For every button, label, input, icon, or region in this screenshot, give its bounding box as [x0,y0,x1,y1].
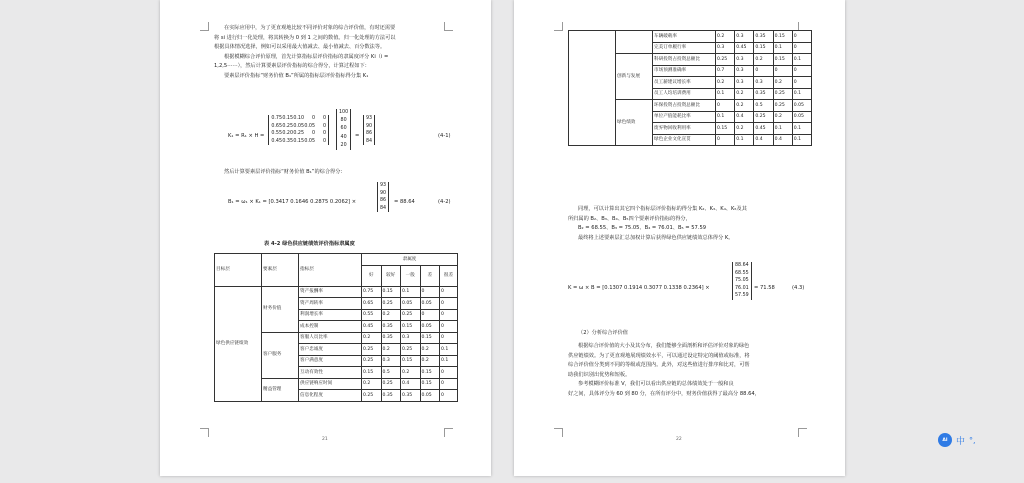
vector-cell: 68.55 [735,270,749,276]
intro-paragraph [214,24,395,82]
value-cell: 0.2 [735,123,754,135]
value-cell: 0.25 [754,111,773,123]
ai-assistant-button[interactable]: AI [938,433,952,447]
value-cell: 0.1 [792,123,811,135]
more-options-icon[interactable]: °, [969,435,976,445]
text-line: 好之间，具体评分为 60 到 80 分，在所有评分中，财务价值获得了最高分 88.64， [568,390,760,397]
value-cell: 0 [440,286,458,298]
vector-cell: 88.64 [735,263,749,268]
index-cell: 成本控制 [299,321,362,333]
eq3-rhs: = 71.58 [754,285,775,291]
floating-toolbar [938,433,976,447]
value-cell: 0.15 [362,367,382,379]
element-cell: 财务价值 [262,286,299,332]
index-cell: 绿色企业文化宣贯 [653,134,716,146]
value-cell: 0.3 [381,355,401,367]
index-cell: 资产报酬率 [299,286,362,298]
document-page-22 [514,0,845,476]
vector-cell: 60 [340,126,347,132]
eq2-rhs: = 88.64 [394,199,415,205]
crop-mark [798,428,807,437]
text-line: 所归属的 B₂、B₃、B₄、B₅四个要素评价指标的得分， [568,215,691,222]
value-cell: 0.2 [716,77,735,89]
value-cell: 0 [792,65,811,77]
element-cell: 创新与发展 [616,54,653,100]
matrix-cell: 0.15 [282,116,293,121]
value-cell: 0.7 [716,65,735,77]
target-cell [569,31,616,146]
index-cell: 员工薪建议增长率 [653,77,716,89]
value-cell: 0 [754,65,773,77]
value-cell: 0 [420,286,440,298]
matrix-cell: 0 [322,123,326,129]
table-row [569,31,812,43]
matrix-cell: 0.05 [293,123,304,129]
index-cell: 环保投资占投资总额比 [653,100,716,112]
value-cell: 0.25 [716,54,735,66]
value-cell: 0.05 [401,298,421,310]
value-cell: 0.2 [773,77,792,89]
value-cell: 0.3 [735,31,754,43]
value-cell: 0.1 [773,42,792,54]
text-line: 参考模糊评价标准 V，我们可以看出供应链的总体绩效处于一般和良 [578,381,734,388]
value-cell: 0.2 [362,332,382,344]
grade-header: 一般 [401,265,421,286]
value-cell: 0 [792,77,811,89]
value-cell: 0.3 [735,65,754,77]
input-language-toggle[interactable]: 中 [956,436,966,447]
grade-header: 好 [362,265,382,286]
eq3-vector [732,262,752,300]
vector-cell: 100 [339,110,349,115]
value-cell: 0.15 [401,321,421,333]
eq1-h-vector [336,109,351,150]
paragraph [568,342,760,400]
eq2-lhs: B₁ = ω₁ × K₁ = [0.3417 0.1646 0.2875 0.2062] × [228,199,357,205]
value-cell: 0.15 [773,31,792,43]
value-cell: 0.25 [362,390,382,402]
value-cell: 0.35 [754,88,773,100]
value-cell: 0 [440,298,458,310]
value-cell: 0.1 [716,111,735,123]
value-cell: 0.4 [401,378,421,390]
target-cell: 绿色供应链绩效 [215,286,262,401]
eq1-equals: = [355,133,360,139]
value-cell: 0.25 [362,344,382,356]
paragraph [568,205,747,243]
index-cell: 科研投资占投资总额比 [653,54,716,66]
grade-header: 很差 [440,265,458,286]
index-cell: 互动有效性 [299,367,362,379]
value-cell: 0.1 [773,123,792,135]
matrix-cell: 0 [322,116,326,121]
matrix-cell: 0.75 [271,116,282,121]
value-cell: 0.45 [362,321,382,333]
value-cell: 0.25 [381,378,401,390]
value-cell: 0.05 [420,390,440,402]
vector-cell: 86 [366,131,373,137]
value-cell: 0.35 [381,390,401,402]
eq3-lhs: K = ω × B = [0.1307 0.1914 0.3077 0.1338 0.2364] × [568,285,710,291]
index-cell: 资产周转率 [299,298,362,310]
vector-cell: 93 [380,183,387,188]
page-number: 22 [676,437,682,442]
vector-cell: 84 [380,205,387,211]
vector-cell: 90 [366,123,373,129]
index-cell: 信息化程度 [299,390,362,402]
text-line: B₂ = 68.55、B₃ = 75.05、B₄ = 76.01、B₅ = 57.59 [578,225,707,232]
vector-cell: 90 [380,190,387,196]
text-line: 供应链绩效。为了更直观地展现绩效水平，可以通过设定特定的阈值或标准，将 [568,352,750,359]
matrix-cell: 0 [311,131,315,137]
value-cell: 0.05 [792,100,811,112]
vector-cell: 75.05 [735,278,749,284]
value-cell: 0.25 [401,309,421,321]
value-cell: 0 [440,321,458,333]
element-cell: 精益管理 [262,378,299,401]
text-line: 综合评价值分类到不同的等级或范围内。此外，对这些值进行排序和比对，可帮 [568,362,750,369]
value-cell: 0.15 [420,332,440,344]
value-cell: 0.2 [381,309,401,321]
value-cell: 0.35 [754,31,773,43]
value-cell: 0.35 [401,390,421,402]
text-line: 助我们识别出优势和短板。 [568,371,631,378]
membership-table [214,253,458,402]
matrix-cell: 0.35 [282,138,293,144]
value-cell: 0.15 [420,378,440,390]
matrix-cell: 0.45 [271,138,282,144]
matrix-cell: 0.05 [304,138,315,144]
matrix-row [271,138,326,146]
value-cell: 0.25 [773,100,792,112]
value-cell: 0.2 [362,378,382,390]
text-line: 根据具体情况选择，例如可以采用最大值减去、最小值减去、百分数法等。 [214,44,386,51]
header-cell: 指标层 [299,254,362,287]
membership-table-continued [568,30,812,146]
index-cell: 单位产值能耗比率 [653,111,716,123]
value-cell: 0.4 [735,111,754,123]
vector-cell: 80 [340,118,347,124]
text-line: 将 si 进行归一化处理，将其转换为 0 到 1 之间的数值。归一化处理的方法可以 [214,34,396,41]
index-cell: 供应链响应时间 [299,378,362,390]
value-cell: 0.15 [381,286,401,298]
value-cell: 0.05 [792,111,811,123]
value-cell: 0.25 [401,344,421,356]
eq1-result-vector [363,115,375,145]
value-cell: 0 [440,378,458,390]
value-cell: 0.2 [401,367,421,379]
eq2-label: (4-2) [438,199,451,205]
value-cell: 0.05 [420,298,440,310]
grade-header: 较好 [381,265,401,286]
value-cell: 0.3 [754,77,773,89]
matrix-cell: 0.15 [293,138,304,144]
value-cell: 0.15 [716,123,735,135]
value-cell: 0 [792,31,811,43]
value-cell: 0.25 [381,298,401,310]
value-cell: 0.35 [381,321,401,333]
value-cell: 0.2 [735,100,754,112]
table-title: 表 4-2 绿色供应链绩效评价指标隶属度 [264,241,355,247]
value-cell: 0 [420,309,440,321]
value-cell: 0.2 [735,88,754,100]
matrix-row [271,130,326,138]
value-cell: 0.2 [716,31,735,43]
text-line: 同理，可以计算出其它四个指标层评价指标的得分集 K₂、K₃、K₄、K₅及其 [578,206,747,212]
value-cell: 0.65 [362,298,382,310]
value-cell: 0.2 [420,344,440,356]
value-cell: 0.3 [401,332,421,344]
value-cell: 0.1 [401,286,421,298]
document-page-21 [160,0,491,476]
matrix-cell: 0.65 [271,123,282,129]
table-header-row [215,254,458,266]
element-cell [616,31,653,54]
crop-mark [200,22,209,31]
page-number: 21 [322,437,328,442]
value-cell: 0.3 [716,42,735,54]
crop-mark [444,428,453,437]
crop-mark [554,22,563,31]
value-cell: 0.75 [362,286,382,298]
matrix-cell: 0 [311,116,315,121]
value-cell: 0.1 [440,355,458,367]
index-cell: 利润增长率 [299,309,362,321]
matrix-cell: 0.10 [293,116,304,121]
eq1-label: (4-1) [438,133,451,139]
text-line: 最终将上述要素层汇总加权计算后获得绿色供应链绩效总体得分 K。 [578,234,734,241]
value-cell: 0 [440,309,458,321]
vector-cell: 20 [340,142,347,148]
matrix-cell: 0.05 [304,123,315,129]
matrix-cell: 0.25 [282,123,293,129]
value-cell: 0.3 [735,77,754,89]
index-cell: 车辆破载率 [653,31,716,43]
matrix-cell: 0 [322,131,326,137]
index-cell: 客户忠诚度 [299,344,362,356]
value-cell: 0.1 [735,134,754,146]
text-line: 根据模糊综合评价原理，首先计算指标层评价指标的隶属度评分 Ki（i = [224,53,389,60]
index-cell: 客户满意度 [299,355,362,367]
header-cell: 隶属度 [362,254,458,266]
eq1-lhs: K₁ = R₁ × H = [228,133,265,139]
value-cell: 0.15 [754,42,773,54]
matrix-cell: 0.20 [282,131,293,137]
vector-cell: 93 [366,116,373,121]
value-cell: 0.5 [754,100,773,112]
crop-mark [444,22,453,31]
matrix-row [271,123,326,131]
index-cell: 完美订单履行率 [653,42,716,54]
value-cell: 0.1 [792,54,811,66]
value-cell: 0.1 [716,88,735,100]
value-cell: 0.2 [420,355,440,367]
value-cell: 0 [440,332,458,344]
index-cell: 客服人员比率 [299,332,362,344]
vector-cell: 57.59 [735,293,749,299]
value-cell: 0.3 [735,54,754,66]
value-cell: 0 [440,390,458,402]
value-cell: 0.1 [792,88,811,100]
value-cell: 0.45 [754,123,773,135]
index-cell: 员工人均培训费用 [653,88,716,100]
value-cell: 0.55 [362,309,382,321]
crop-mark [554,428,563,437]
eq3-label: (4.3) [792,285,805,291]
element-cell: 客户服务 [262,332,299,378]
value-cell: 0.05 [420,321,440,333]
vector-cell: 76.01 [735,285,749,291]
matrix-cell: 0.25 [293,131,304,137]
value-cell: 0.15 [420,367,440,379]
value-cell: 0.25 [362,355,382,367]
value-cell: 0.5 [381,367,401,379]
value-cell: 0 [716,134,735,146]
vector-cell: 86 [380,198,387,204]
matrix-cell: 0 [322,138,326,144]
value-cell: 0 [773,65,792,77]
value-cell: 0.4 [773,134,792,146]
vector-cell: 84 [366,138,373,144]
text-line: 要素层评价指标“财务价值 B₁”所属的指标层评价指标得分集 K₁ [224,72,369,79]
value-cell: 0.1 [440,344,458,356]
value-cell: 0.2 [754,54,773,66]
value-cell: 0.2 [381,344,401,356]
eq1-matrix [268,115,329,145]
value-cell: 0.45 [735,42,754,54]
header-cell: 目标层 [215,254,262,287]
text-line: 根据综合评价值的大小及其分布，我们能够全面剖析和评估评价对象的绿色 [578,343,750,349]
matrix-cell: 0.55 [271,131,282,137]
matrix-row [271,115,326,123]
value-cell: 0 [716,100,735,112]
crop-mark [200,428,209,437]
eq2-vector [377,182,389,212]
index-cell: 废弃物回收利用率 [653,123,716,135]
index-cell: 市场预测准确率 [653,65,716,77]
section-heading: （2）分析综合评价值 [578,330,628,336]
text-line: 1,2,5⋯⋯），然后计算要素层评价指标的综合得分，计算过程如下： [214,63,370,70]
value-cell: 0.35 [381,332,401,344]
value-cell: 0.15 [401,355,421,367]
value-cell: 0.1 [792,134,811,146]
value-cell: 0.4 [754,134,773,146]
grade-header: 差 [420,265,440,286]
value-cell: 0.2 [773,111,792,123]
value-cell: 0.25 [773,88,792,100]
value-cell: 0 [440,367,458,379]
value-cell: 0.15 [773,54,792,66]
text-line: 在实际应用中，为了更直观地比较不同评价对象的综合评价值，有时还需要 [224,25,396,31]
text-line: 然后计算要素层评价指标“财务价值 B₁”的综合得分： [224,169,346,175]
table-row [215,286,458,298]
vector-cell: 40 [340,134,347,140]
element-cell: 绿色绩效 [616,100,653,146]
value-cell: 0 [792,42,811,54]
header-cell: 要素层 [262,254,299,287]
